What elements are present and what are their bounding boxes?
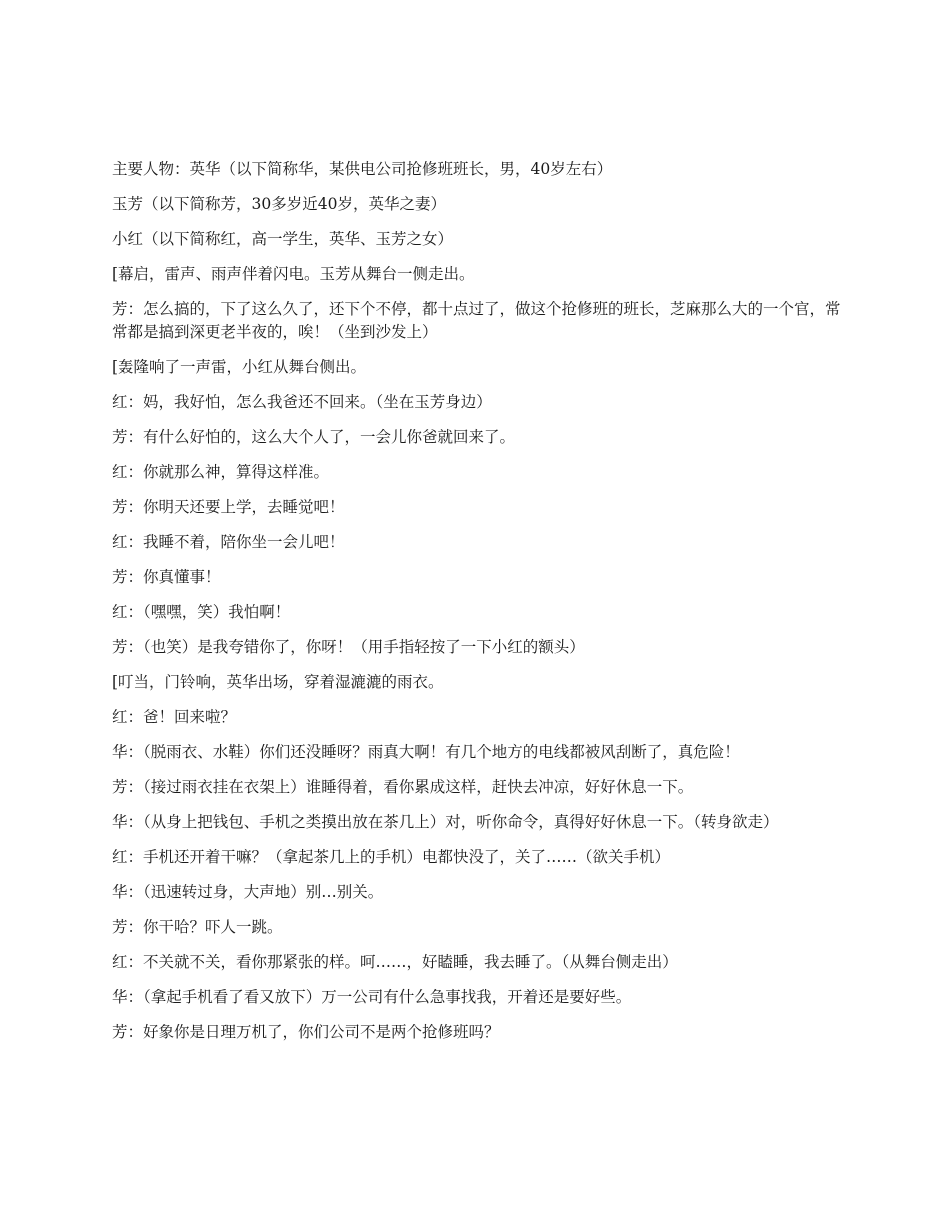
stage-direction: [幕启，雷声、雨声伴着闪电。玉芳从舞台一侧走出。 <box>112 265 475 283</box>
cast-list-line: 玉芳（以下简称芳，30多岁近40岁，英华之妻） <box>112 195 446 213</box>
dialogue-line: 芳：（接过雨衣挂在衣架上）谁睡得着，看你累成这样，赶快去冲凉，好好休息一下。 <box>112 777 694 796</box>
dialogue-line: 华：（迅速转过身，大声地）别…别关。 <box>112 882 384 901</box>
dialogue-line: 芳：（也笑）是我夸错你了，你呀！（用手指轻按了一下小红的额头） <box>112 637 585 656</box>
dialogue-line: 红：爸！回来啦？ <box>112 707 237 726</box>
dialogue-line: 芳：你干哈？吓人一跳。 <box>112 917 283 936</box>
cast-list-line: 主要人物：英华（以下简称华，某供电公司抢修班班长，男，40岁左右） <box>112 160 613 178</box>
dialogue-line: 红：妈，我好怕，怎么我爸还不回来。（坐在玉芳身边） <box>112 392 492 411</box>
stage-direction: [轰隆响了一声雷，小红从舞台侧出。 <box>112 357 367 376</box>
dialogue-line: 芳：好象你是日理万机了，你们公司不是两个抢修班吗？ <box>112 1022 500 1041</box>
dialogue-line: 华：（从身上把钱包、手机之类摸出放在茶几上）对，听你命令，真得好好休息一下。（转身欲走） <box>112 812 779 831</box>
dialogue-line: 红：你就那么神，算得这样准。 <box>112 462 330 481</box>
dialogue-line: 芳：有什么好怕的，这么大个人了，一会儿你爸就回来了。 <box>112 427 516 446</box>
dialogue-line: 芳：你明天还要上学，去睡觉吧！ <box>112 497 345 516</box>
document-body <box>112 158 846 1056</box>
dialogue-line: 红：（嘿嘿，笑）我怕啊！ <box>112 602 291 621</box>
dialogue-line: 红：手机还开着干嘛？（拿起茶几上的手机）电都快没了，关了……（欲关手机） <box>112 847 671 866</box>
cast-list-line: 小红（以下简称红，高一学生，英华、玉芳之女） <box>112 230 454 248</box>
dialogue-line: 芳：怎么搞的，下了这么久了，还下个不停，都十点过了，做这个抢修班的班长，芝麻那么大的一个官，常常都是搞到深更老半夜的，唉！（坐到沙发上） <box>112 300 841 341</box>
stage-direction: [叮当，门铃响，英华出场，穿着湿漉漉的雨衣。 <box>112 672 444 691</box>
dialogue-line: 华：（脱雨衣、水鞋）你们还没睡呀？雨真大啊！有几个地方的电线都被风刮断了，真危险！ <box>112 742 740 761</box>
dialogue-line: 芳：你真懂事！ <box>112 567 221 586</box>
dialogue-line: 红：不关就不关，看你那紧张的样。呵……，好瞌睡，我去睡了。（从舞台侧走出） <box>112 952 678 971</box>
dialogue-line: 华：（拿起手机看了看又放下）万一公司有什么急事找我，开着还是要好些。 <box>112 987 632 1006</box>
dialogue-line: 红：我睡不着，陪你坐一会儿吧！ <box>112 532 345 551</box>
